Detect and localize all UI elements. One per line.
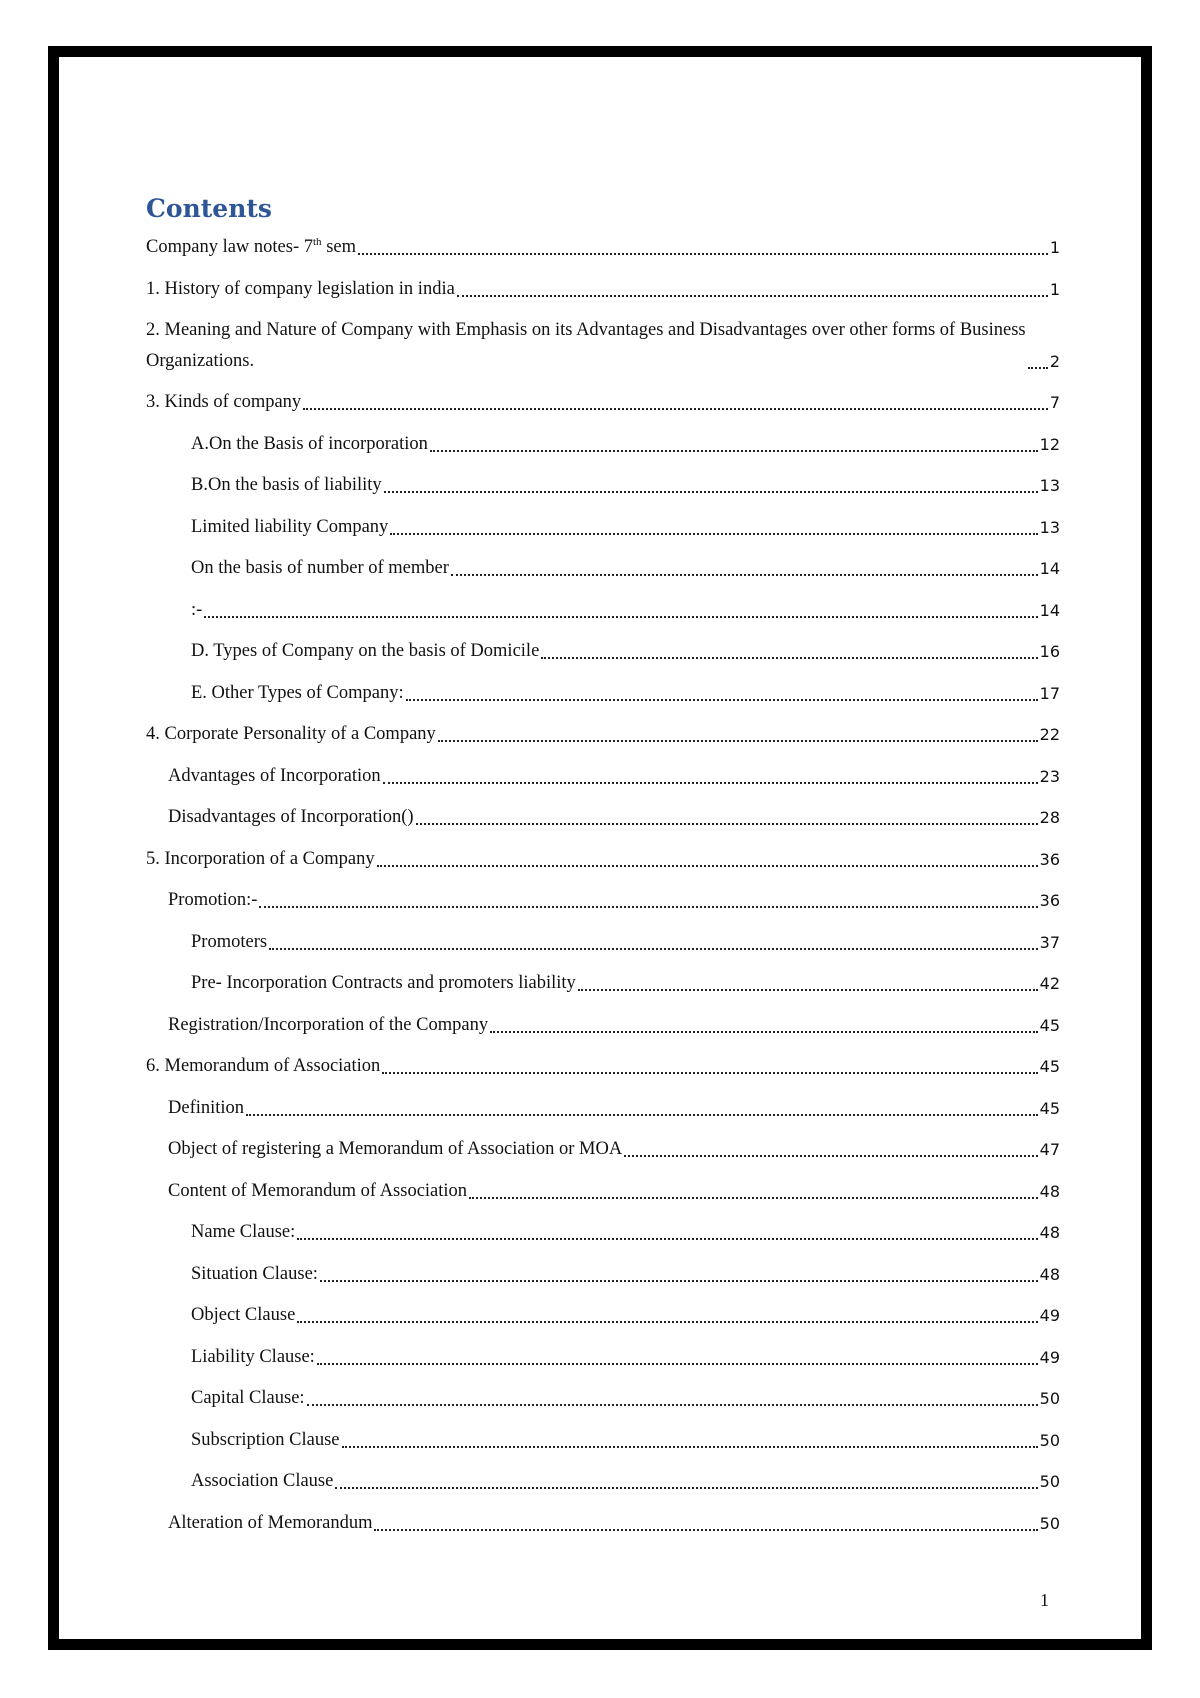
toc-entry-page[interactable]: 28 <box>1039 808 1060 827</box>
toc-entry-page[interactable]: 36 <box>1039 849 1060 869</box>
toc-entry-title-text: Limited liability Company <box>191 516 389 537</box>
toc-entry-title-text: Definition <box>168 1097 245 1118</box>
toc-entry-page[interactable]: 36 <box>1039 891 1060 910</box>
toc-entry-title[interactable] <box>191 1466 333 1497</box>
toc-dot-leader <box>457 295 1048 297</box>
toc-dot-leader <box>469 1197 1038 1199</box>
toc-entry[interactable] <box>146 553 1060 584</box>
toc-entry-page[interactable]: 48 <box>1039 1181 1060 1201</box>
toc-entry-title[interactable] <box>146 315 1026 377</box>
toc-dot-leader <box>406 699 1038 701</box>
toc-entry-title-text: :- <box>191 599 203 620</box>
toc-entry[interactable] <box>146 968 1060 999</box>
toc-entry-title-text: 6. Memorandum of Association <box>146 1056 381 1076</box>
toc-entry-title[interactable] <box>168 802 414 833</box>
toc-entry-title-text: On the basis of number of member <box>191 558 449 578</box>
toc-dot-leader <box>1028 367 1048 369</box>
toc-entry-title-text: Situation Clause: <box>191 1263 318 1284</box>
toc-entry-title-text: Liability Clause: <box>191 1346 315 1367</box>
toc-entry-title[interactable] <box>146 232 356 263</box>
toc-entry-page[interactable]: 50 <box>1039 1430 1060 1450</box>
toc-entry-page[interactable]: 48 <box>1039 1264 1060 1284</box>
toc-entry-title-text: Promotion:- <box>168 890 258 910</box>
toc-entry-title-text: 1. History of company legislation in india <box>146 278 455 299</box>
toc-dot-leader <box>624 1155 1037 1157</box>
toc-entry[interactable] <box>146 761 1060 792</box>
toc-entry-title-text: Company law notes- 7 <box>146 237 313 257</box>
toc-dot-leader <box>377 865 1038 867</box>
toc-entry-page[interactable]: 48 <box>1039 1223 1060 1242</box>
toc-entry-title[interactable] <box>191 1425 340 1456</box>
toc-entry-title[interactable] <box>146 387 301 418</box>
toc-entry-page[interactable]: 7 <box>1049 393 1060 412</box>
toc-entry-title-suffix: sem <box>321 237 356 257</box>
toc-dot-leader <box>307 1404 1038 1406</box>
toc-entry-page[interactable]: 14 <box>1039 600 1060 620</box>
toc-entry-title[interactable] <box>191 1383 305 1414</box>
toc-entry[interactable] <box>146 636 1060 667</box>
toc-entry[interactable] <box>146 315 1060 377</box>
toc-entry-title[interactable] <box>168 885 257 916</box>
toc-entry-page[interactable]: 47 <box>1039 1140 1060 1159</box>
toc-entry-title-text: Disadvantages of Incorporation() <box>168 807 414 827</box>
toc-entry-title-text: Pre- Incorporation Contracts and promoters liability <box>191 973 576 993</box>
toc-entry[interactable] <box>146 470 1060 501</box>
toc-entry-title-text: Name Clause: <box>191 1222 296 1242</box>
toc-dot-leader <box>578 989 1038 991</box>
toc-entry[interactable] <box>146 678 1060 709</box>
toc-entry-title[interactable] <box>168 1010 488 1041</box>
toc-entry-title-text: D. Types of Company on the basis of Domicile <box>191 641 540 661</box>
toc-entry[interactable] <box>146 844 1060 875</box>
toc-entry-page[interactable]: 22 <box>1039 725 1060 744</box>
toc-entry-title-text: 2. Meaning and Nature of Company with Emphasis on its Advantages and Disadvantages over other forms of Business Organizations. <box>146 320 1026 371</box>
toc-entry-title-text: 5. Incorporation of a Company <box>146 848 375 869</box>
toc-entry[interactable] <box>146 1466 1060 1497</box>
toc-entry-title-text: Subscription Clause <box>191 1429 340 1450</box>
toc-dot-leader <box>335 1487 1037 1489</box>
toc-entry-title-text: Advantages of Incorporation <box>168 765 381 786</box>
toc-entry-title[interactable] <box>191 1217 295 1248</box>
toc-dot-leader <box>383 782 1038 784</box>
toc-entry[interactable] <box>146 387 1060 418</box>
toc-dot-leader <box>384 491 1038 493</box>
toc-dot-leader <box>246 1114 1038 1116</box>
toc-entry-page[interactable]: 45 <box>1039 1098 1060 1118</box>
toc-entry-title[interactable] <box>191 470 382 501</box>
toc-entry-page[interactable]: 1 <box>1049 238 1060 257</box>
toc-entry-page[interactable]: 50 <box>1039 1472 1060 1491</box>
toc-entry[interactable] <box>146 1134 1060 1165</box>
toc-entry[interactable] <box>146 1051 1060 1082</box>
toc-entry-title-text: Content of Memorandum of Association <box>168 1180 468 1201</box>
toc-entry-title-text: Alteration of Memorandum <box>168 1512 373 1533</box>
toc-entry-title[interactable] <box>168 1508 372 1539</box>
toc-entry-title[interactable] <box>168 1134 622 1165</box>
toc-entry-title[interactable] <box>146 274 455 305</box>
toc-dot-leader <box>259 906 1037 908</box>
toc-entry-title-text: 4. Corporate Personality of a Company <box>146 724 436 744</box>
toc-entry-title[interactable] <box>191 429 428 460</box>
toc-entry-title[interactable] <box>191 1300 295 1331</box>
toc-entry-page[interactable]: 16 <box>1039 642 1060 661</box>
toc-dot-leader <box>204 616 1037 618</box>
toc-dot-leader <box>374 1529 1037 1531</box>
toc-entry-title-text: Object Clause <box>191 1305 296 1325</box>
toc-entry[interactable] <box>146 512 1060 543</box>
toc-entry-title[interactable] <box>168 761 381 792</box>
toc-entry-title[interactable] <box>191 1259 318 1290</box>
toc-dot-leader <box>342 1446 1038 1448</box>
toc-entry-title[interactable] <box>191 553 449 584</box>
toc-entry-title-text: Object of registering a Memorandum of Association or MOA <box>168 1139 623 1159</box>
toc-entry-title-text: B.On the basis of liability <box>191 475 382 495</box>
toc-dot-leader <box>438 740 1038 742</box>
toc-entry[interactable] <box>146 232 1060 263</box>
toc-entry[interactable] <box>146 595 1060 626</box>
toc-entry[interactable] <box>146 1508 1060 1539</box>
toc-entry-title-text: Capital Clause: <box>191 1388 305 1408</box>
toc-entry[interactable] <box>146 719 1060 750</box>
toc-dot-leader <box>269 948 1038 950</box>
toc-entry-page[interactable]: 45 <box>1039 1057 1060 1076</box>
toc-entry-title-text: Association Clause <box>191 1471 334 1491</box>
toc-entry-title[interactable] <box>191 595 202 626</box>
toc-dot-leader <box>430 450 1038 452</box>
toc-entry[interactable] <box>146 802 1060 833</box>
toc-entry-title[interactable] <box>168 1093 244 1124</box>
toc-list <box>146 232 1060 1539</box>
toc-entry[interactable] <box>146 1176 1060 1207</box>
toc-entry-page[interactable]: 42 <box>1039 974 1060 993</box>
toc-dot-leader <box>541 657 1037 659</box>
toc-entry-title[interactable] <box>191 512 388 543</box>
toc-entry-page[interactable]: 37 <box>1039 932 1060 952</box>
toc-entry[interactable] <box>146 927 1060 958</box>
toc-dot-leader <box>317 1363 1038 1365</box>
toc-entry-title-text: Promoters <box>191 931 268 952</box>
toc-entry-title-text: A.On the Basis of incorporation <box>191 433 428 454</box>
toc-entry-page[interactable]: 49 <box>1039 1347 1060 1367</box>
toc-dot-leader <box>416 823 1038 825</box>
toc-entry[interactable] <box>146 1010 1060 1041</box>
toc-entry[interactable] <box>146 1342 1060 1373</box>
toc-entry[interactable] <box>146 1259 1060 1290</box>
toc-dot-leader <box>297 1321 1037 1323</box>
toc-entry[interactable] <box>146 1093 1060 1124</box>
toc-dot-leader <box>490 1031 1038 1033</box>
toc-dot-leader <box>297 1238 1037 1240</box>
toc-heading: Contents <box>146 194 273 223</box>
toc-entry-title-text: Registration/Incorporation of the Company <box>168 1014 489 1035</box>
toc-entry-title[interactable] <box>191 968 576 999</box>
toc-entry-page[interactable]: 50 <box>1039 1389 1060 1408</box>
toc-dot-leader <box>358 253 1048 255</box>
toc-entry-page[interactable]: 13 <box>1039 517 1060 537</box>
toc-entry-title[interactable] <box>146 844 375 875</box>
toc-dot-leader <box>451 574 1038 576</box>
toc-entry[interactable] <box>146 1383 1060 1414</box>
toc-entry-title[interactable] <box>168 1176 467 1207</box>
toc-entry-title-text: E. Other Types of Company: <box>191 682 404 703</box>
toc-entry-page[interactable]: 50 <box>1039 1513 1060 1533</box>
toc-entry-title[interactable] <box>146 719 436 750</box>
toc-dot-leader <box>382 1072 1037 1074</box>
toc-entry-page[interactable]: 2 <box>1049 352 1060 371</box>
toc-entry-page[interactable]: 49 <box>1039 1306 1060 1325</box>
toc-dot-leader <box>303 408 1048 410</box>
toc-entry[interactable] <box>146 1217 1060 1248</box>
toc-entry-page[interactable]: 13 <box>1039 476 1060 495</box>
toc-entry[interactable] <box>146 274 1060 305</box>
toc-entry-page[interactable]: 17 <box>1039 683 1060 703</box>
toc-entry-title-text: 3. Kinds of company <box>146 392 302 412</box>
page-number: 1 <box>1040 1590 1049 1610</box>
toc-entry[interactable] <box>146 429 1060 460</box>
toc-entry-title[interactable] <box>191 678 404 709</box>
toc-entry[interactable] <box>146 885 1060 916</box>
toc-entry[interactable] <box>146 1425 1060 1456</box>
toc-entry-page[interactable]: 23 <box>1039 766 1060 786</box>
toc-entry-title[interactable] <box>191 927 267 958</box>
toc-entry-page[interactable]: 1 <box>1049 279 1060 299</box>
toc-entry[interactable] <box>146 1300 1060 1331</box>
toc-entry-page[interactable]: 45 <box>1039 1015 1060 1035</box>
toc-dot-leader <box>390 533 1037 535</box>
toc-entry-title[interactable] <box>191 636 539 667</box>
toc-container <box>146 192 1060 1549</box>
toc-entry-page[interactable]: 12 <box>1039 434 1060 454</box>
toc-entry-page[interactable]: 14 <box>1039 559 1060 578</box>
toc-dot-leader <box>320 1280 1038 1282</box>
toc-entry-title[interactable] <box>191 1342 315 1373</box>
toc-entry-superscript: th <box>313 235 322 248</box>
toc-entry-title[interactable] <box>146 1051 380 1082</box>
